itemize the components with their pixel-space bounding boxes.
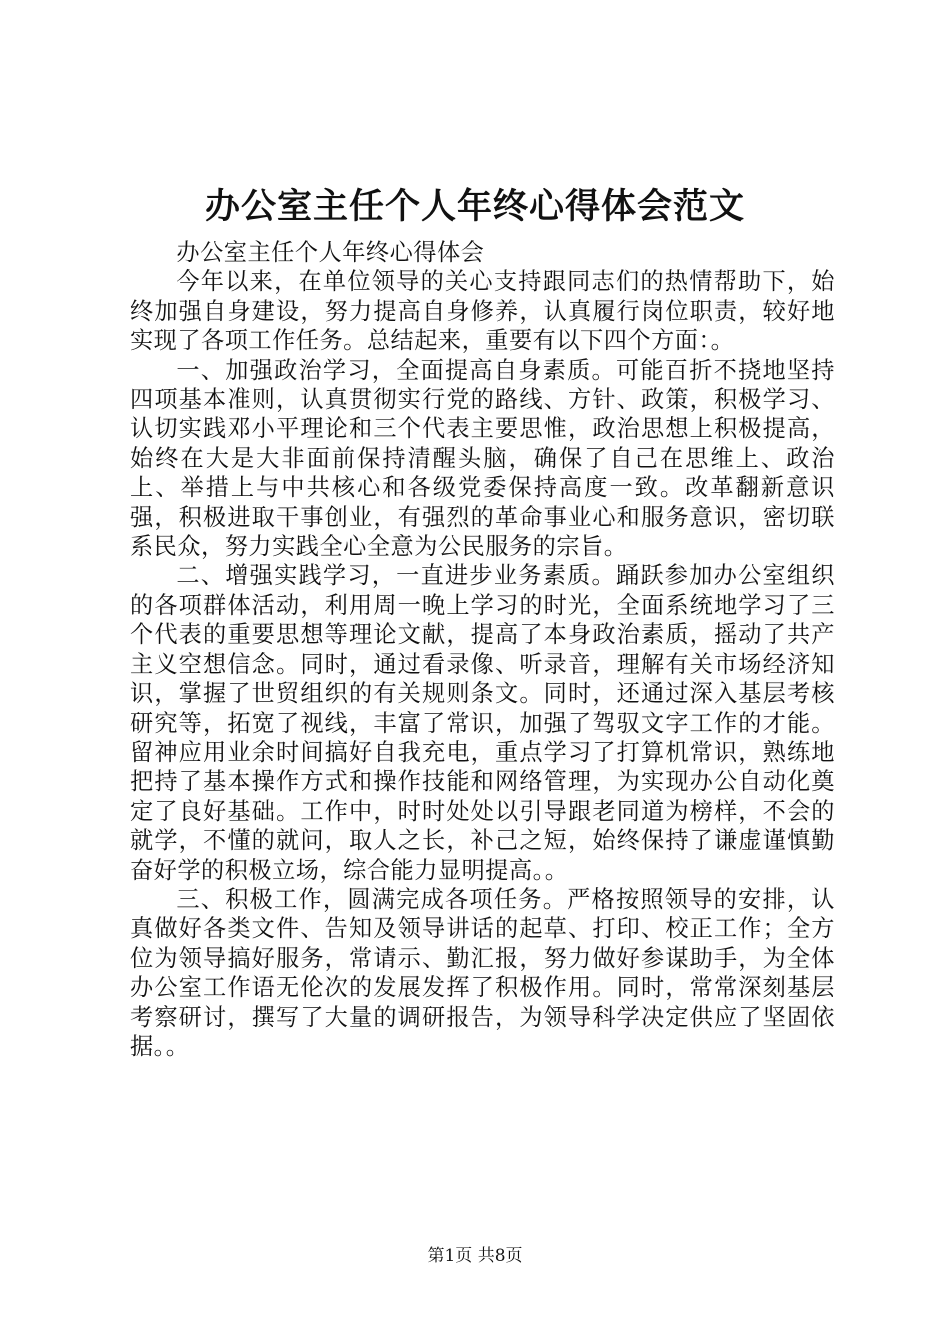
intro-paragraph: 今年以来，在单位领导的关心支持跟同志们的热情帮助下，始终加强自身建设，努力提高自身修养，认真履行岗位职责，较好地实现了各项工作任务。总结起来，重要有以下四个方面：。 [130, 268, 835, 355]
section-three-paragraph: 三、积极工作，圆满完成各项任务。严格按照领导的安排，认真做好各类文件、告知及领导讲话的起草、打印、校正工作；全方位为领导搞好服务，常请示、勤汇报，努力做好参谋助手，为全体办公室工作语无伦次的发展发挥了积极作用。同时，常常深刻基层考察研讨，撰写了大量的调研报告，为领导科学决定供应了坚固依据。。 [130, 885, 835, 1060]
document-title: 办公室主任个人年终心得体会范文 [204, 187, 745, 227]
section-one-paragraph: 一、加强政治学习，全面提高自身素质。可能百折不挠地坚持四项基本准则，认真贯彻实行党的路线、方针、政策，积极学习、认切实践邓小平理论和三个代表主要思惟，政治思想上积极提高，始终在大是大非面前保持清醒头脑，确保了自己在思维上、政治上、举措上与中共核心和各级党委保持高度一致。改革翻新意识强，积极进取干事创业，有强烈的革命事业心和服务意识，密切联系民众，努力实践全心全意为公民服务的宗旨。 [130, 356, 835, 561]
page-number-footer: 第1页 共8页 [427, 1246, 523, 1266]
document-body [130, 238, 835, 1061]
subtitle-paragraph: 办公室主任个人年终心得体会 [176, 239, 485, 266]
section-two-paragraph: 二、增强实践学习，一直进步业务素质。踊跃参加办公室组织的各项群体活动，利用周一晚上学习的时光，全面系统地学习了三个代表的重要思想等理论文献，提高了本身政治素质，摇动了共产主义空想信念。同时，通过看录像、听录音，理解有关市场经济知识，掌握了世贸组织的有关规则条文。同时，还通过深入基层考核研究等，拓宽了视线，丰富了常识，加强了驾驭文字工作的才能。留神应用业余时间搞好自我充电，重点学习了打算机常识，熟练地把持了基本操作方式和操作技能和网络管理，为实现办公自动化奠定了良好基础。工作中，时时处处以引导跟老同道为榜样，不会的就学，不懂的就问，取人之长，补己之短，始终保持了谦虚谨慎勤奋好学的积极立场，综合能力显明提高。。 [130, 562, 835, 884]
